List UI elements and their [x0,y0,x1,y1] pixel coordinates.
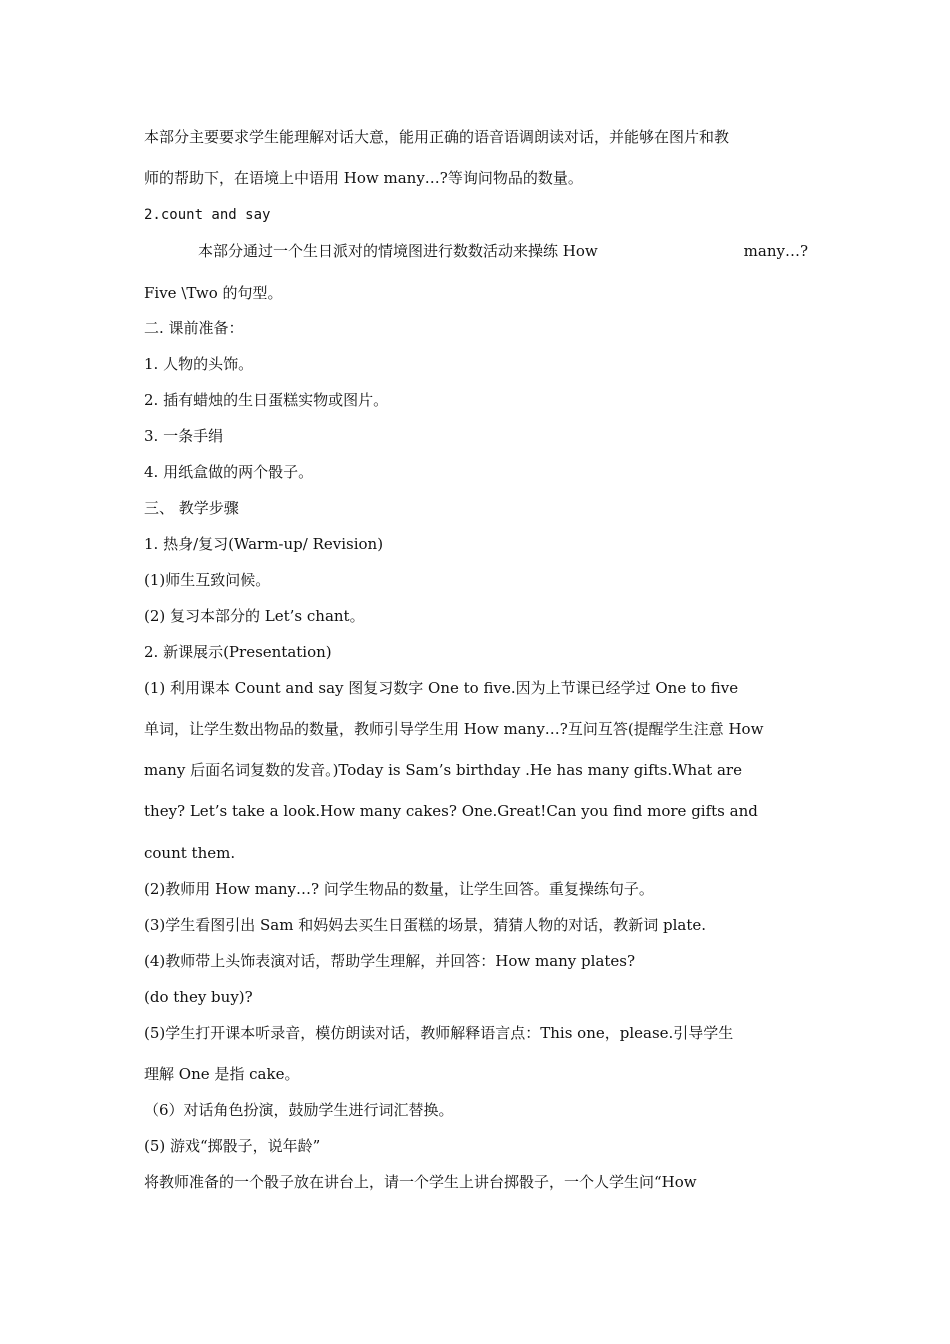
list-item: （6）对话角色扮演，鼓励学生进行词汇替换。 [144,1101,454,1119]
text-line: count them. [144,844,236,862]
list-item: 1. 人物的头饰。 [144,355,254,373]
list-item: 2. 插有蜡烛的生日蛋糕实物或图片。 [144,391,389,409]
section-heading: 三、 教学步骤 [144,499,239,517]
text-line: (do they buy)? [144,988,253,1006]
list-item: (2)教师用 How many…? 问学生物品的数量，让学生回答。重复操练句子。 [144,880,654,898]
list-item: 2. 新课展示(Presentation) [144,643,332,661]
text-line: many 后面名词复数的发音。)Today is Sam’s birthday .He has many gifts.What are [144,761,742,779]
text-line: 理解 One 是指 cake。 [144,1065,300,1083]
list-item: (5) 游戏“掷骰子，说年龄” [144,1137,321,1155]
text-line: (1) 利用课本 Count and say 图复习数字 One to five.因为上节课已经学过 One to five [144,679,739,697]
list-item: 4. 用纸盒做的两个骰子。 [144,463,314,481]
section-heading: 二. 课前准备： [144,319,244,337]
text-line-split [198,241,808,261]
list-item: (4)教师带上头饰表演对话，帮助学生理解，并回答：How many plates? [144,952,636,970]
text-line: 2.count and say [144,207,271,223]
list-item: (3)学生看图引出 Sam 和妈妈去买生日蛋糕的场景，猜猜人物的对话，教新词 plate. [144,916,707,934]
text-line: 将教师准备的一个骰子放在讲台上，请一个学生上讲台掷骰子，一个人学生问“How [144,1173,697,1191]
text-line: 本部分主要要求学生能理解对话大意，能用正确的语音语调朗读对话，并能够在图片和教 [144,128,730,146]
list-item: (5)学生打开课本听录音，模仿朗读对话，教师解释语言点：This one，please.引导学生 [144,1024,734,1042]
list-item: 3. 一条手绢 [144,427,224,445]
text-line-part: 本部分通过一个生日派对的情境图进行数数活动来操练 How [198,242,598,260]
text-line: 师的帮助下，在语境上中语用 How many…?等询问物品的数量。 [144,169,583,187]
text-line: they? Let’s take a look.How many cakes? One.Great!Can you find more gifts and [144,802,758,820]
text-line: Five \Two 的句型。 [144,284,283,302]
list-item: (2) 复习本部分的 Let’s chant。 [144,607,365,625]
list-item: (1)师生互致问候。 [144,571,271,589]
list-item: 1. 热身/复习(Warm-up/ Revision) [144,535,384,553]
text-line-part: many…? [743,242,808,260]
text-line: 单词，让学生数出物品的数量，教师引导学生用 How many…?互问互答(提醒学生注意 How [144,720,764,738]
